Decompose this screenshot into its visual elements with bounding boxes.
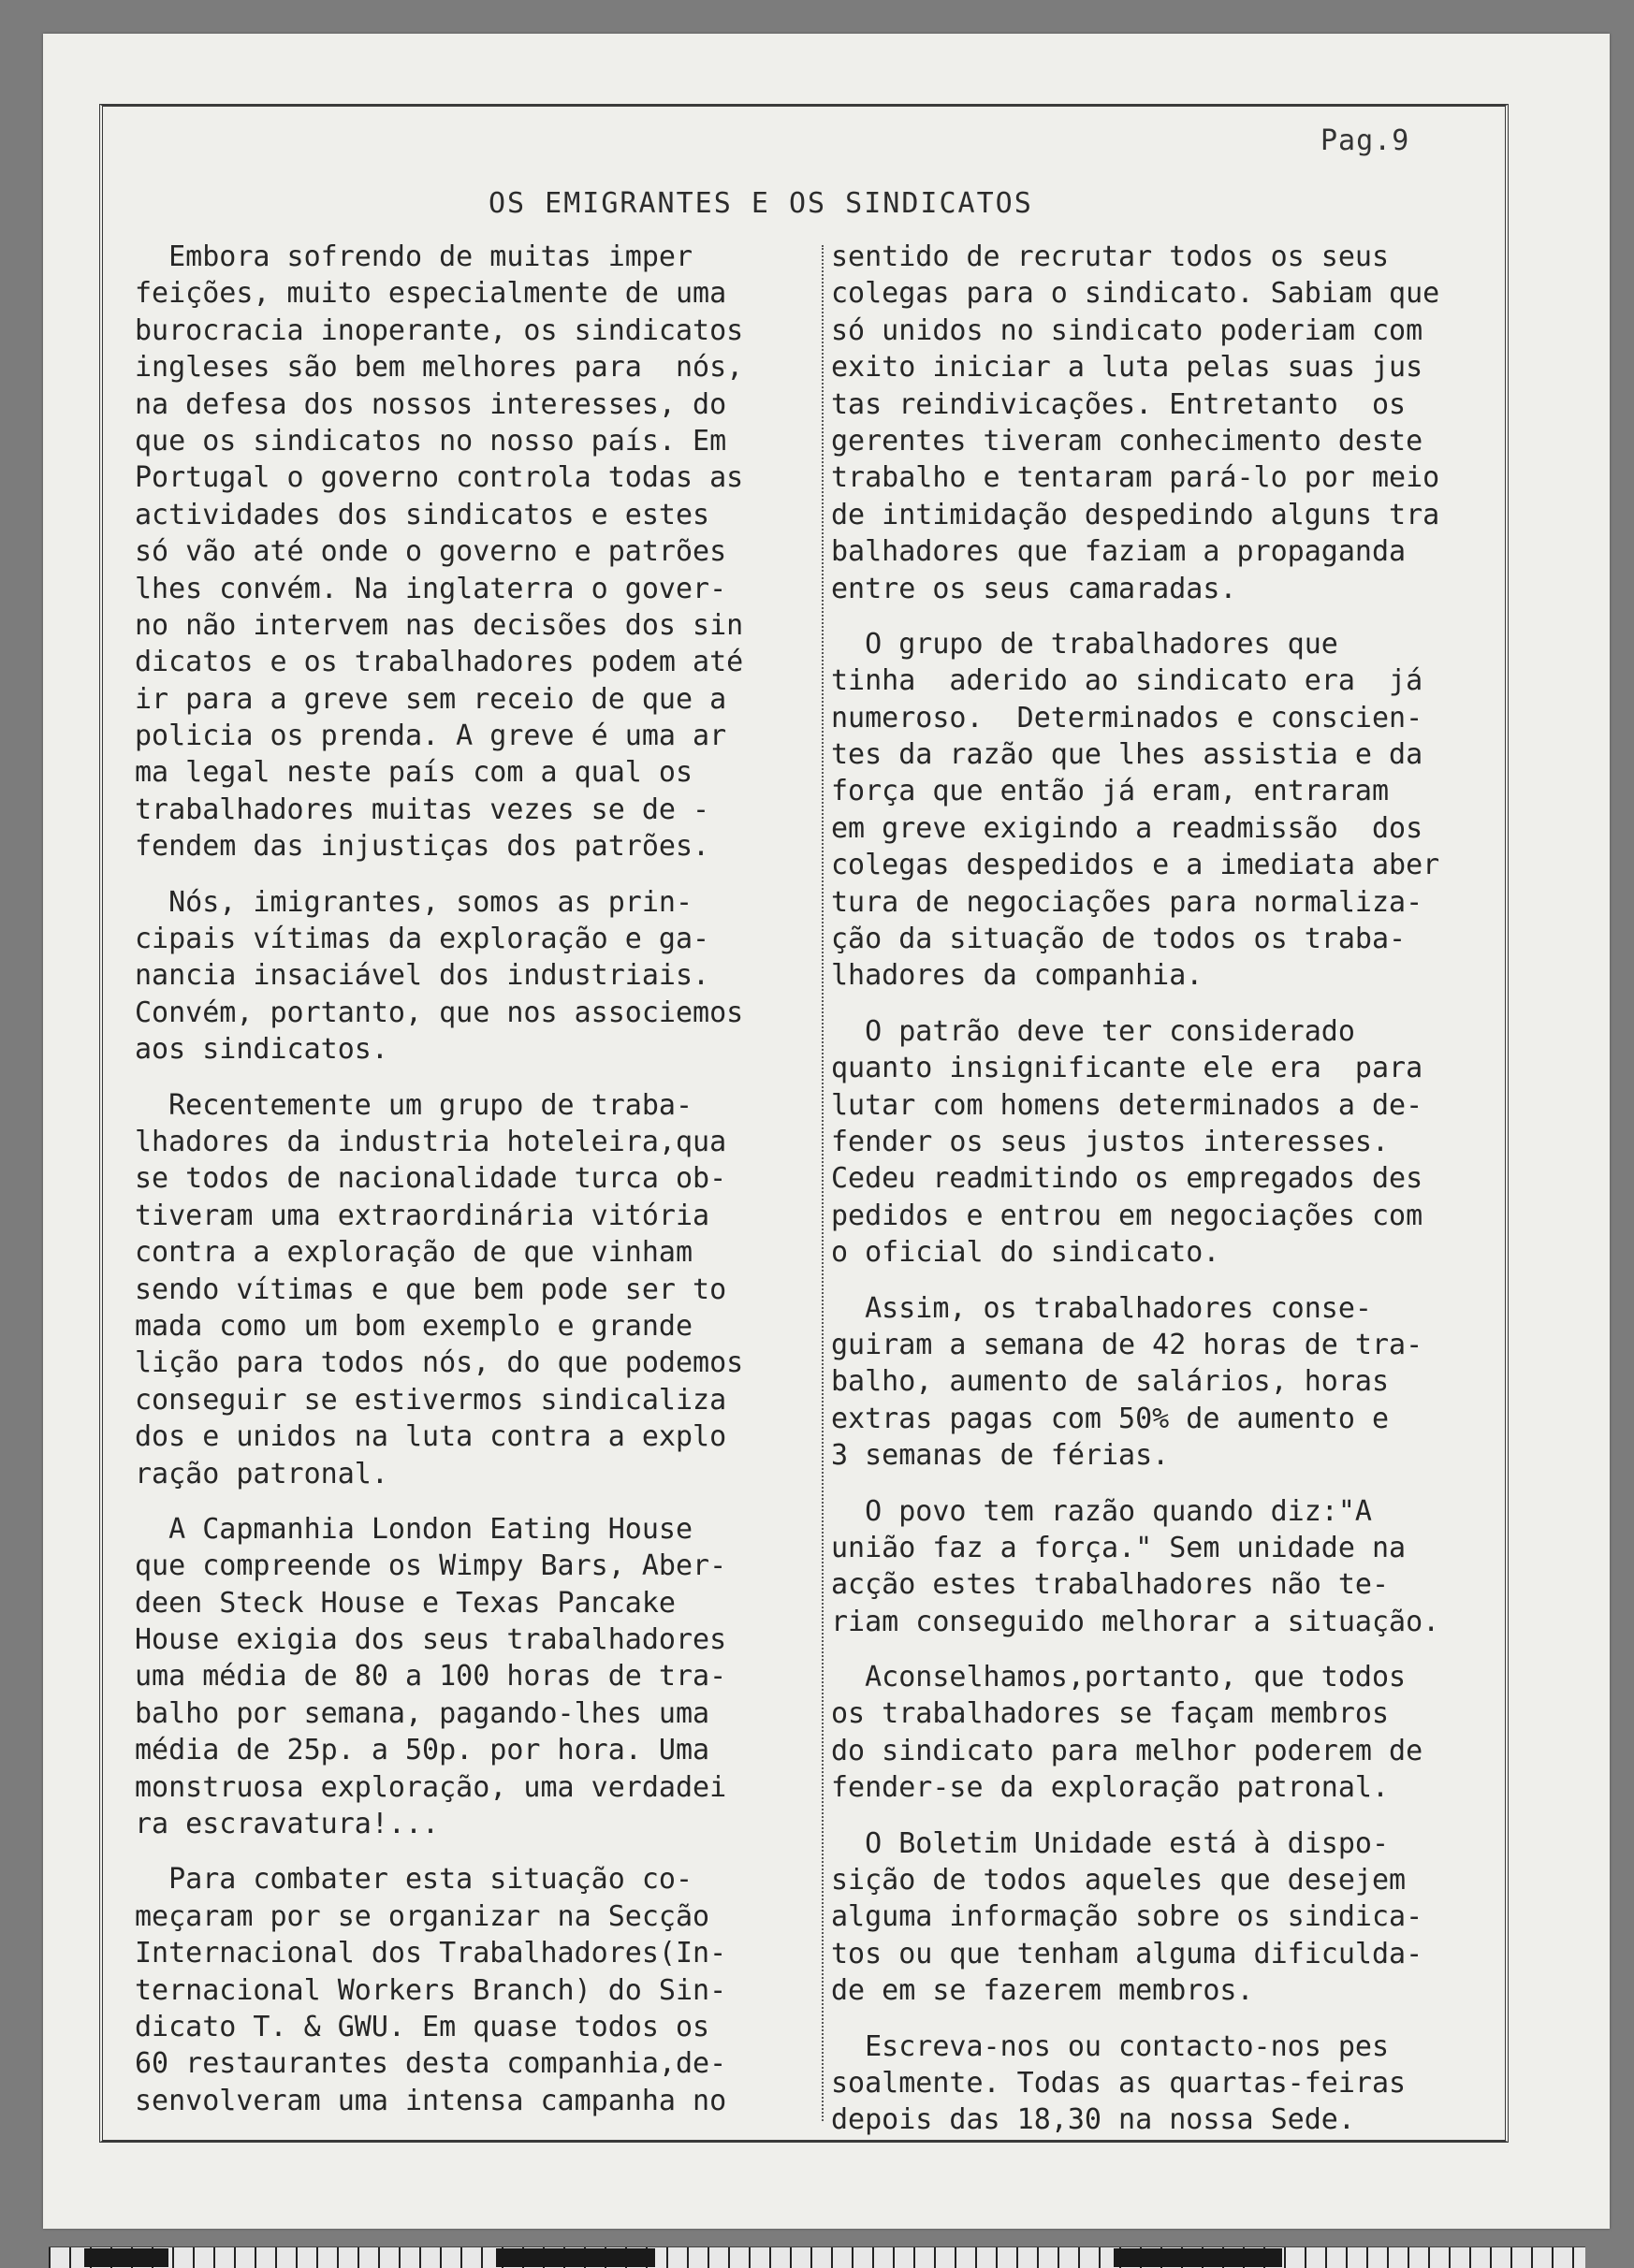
text-line: tura de negociações para normaliza- (831, 885, 1423, 919)
text-line: depois das 18,30 na nossa Sede. (831, 2103, 1355, 2137)
paragraph (831, 1825, 1505, 2010)
text-line: Convém, portanto, que nos associemos (135, 996, 744, 1029)
paragraph (831, 1013, 1505, 1272)
text-line: Recentemente um grupo de traba- (135, 1088, 693, 1122)
text-line: o oficial do sindicato. (831, 1236, 1220, 1270)
text-line: policia os prenda. A greve é uma ar (135, 720, 727, 753)
page-number: Pag.9 (1320, 124, 1410, 157)
paragraph (135, 1511, 814, 1843)
text-line: ternacional Workers Branch) do Sin- (135, 1973, 727, 2007)
text-line: trabalhadores muitas vezes se de - (135, 792, 710, 826)
text-line: os trabalhadores se façam membros (831, 1697, 1390, 1731)
paragraph-gap (831, 995, 1505, 1013)
text-line: Embora sofrendo de muitas imper (135, 240, 693, 273)
text-line: tos ou que tenham alguma dificulda- (831, 1937, 1423, 1970)
paragraph-gap (135, 1069, 814, 1087)
text-line: Portugal o governo controla todas as (135, 461, 744, 495)
text-line: numeroso. Determinados e conscien- (831, 701, 1423, 734)
text-line: união faz a força." Sem unidade na (831, 1531, 1407, 1564)
text-line: trabalho e tentaram pará-lo por meio (831, 461, 1440, 495)
text-line: O patrão deve ter considerado (831, 1014, 1355, 1048)
right-column (831, 239, 1505, 2139)
text-line: só unidos no sindicato poderiam com (831, 313, 1423, 347)
paragraph (831, 1290, 1505, 1475)
text-line: tinha aderido ao sindicato era já (831, 664, 1423, 698)
text-line: 60 restaurantes desta companhia,de- (135, 2047, 727, 2081)
text-line: riam conseguido melhorar a situação. (831, 1605, 1440, 1638)
text-line: conseguir se estivermos sindicaliza (135, 1383, 727, 1417)
text-line: só vão até onde o governo e patrões (135, 535, 727, 569)
text-line: na defesa dos nossos interesses, do (135, 387, 727, 421)
text-line: sentido de recrutar todos os seus (831, 240, 1390, 273)
text-line: actividades dos sindicatos e estes (135, 498, 710, 531)
text-line: se todos de nacionalidade turca ob- (135, 1162, 727, 1196)
text-line: dicatos e os trabalhadores podem até (135, 646, 744, 679)
paragraph-gap (135, 1842, 814, 1861)
text-line: O Boletim Unidade está à dispo- (831, 1826, 1390, 1860)
text-line: A Capmanhia London Eating House (135, 1512, 693, 1546)
text-line: senvolveram uma intensa campanha no (135, 2084, 727, 2117)
text-line: uma média de 80 a 100 horas de tra- (135, 1660, 727, 1694)
paragraph-gap (831, 1807, 1505, 1825)
scale-ruler (49, 2246, 1585, 2268)
text-line: meçaram por se organizar na Secção (135, 1899, 710, 1933)
text-line: House exigia dos seus trabalhadores (135, 1623, 727, 1657)
text-line: fendem das injustiças dos patrões. (135, 830, 710, 864)
text-line: ir para a greve sem receio de que a (135, 682, 727, 716)
text-line: Aconselhamos,portanto, que todos (831, 1661, 1407, 1694)
text-line: O grupo de trabalhadores que (831, 627, 1338, 661)
text-line: quanto insignificante ele era para (831, 1052, 1423, 1085)
text-line: de em se fazerem membros. (831, 1974, 1254, 2008)
text-line: exito iniciar a luta pelas suas jus (831, 351, 1423, 385)
text-line: ração patronal. (135, 1457, 388, 1490)
text-line: 3 semanas de férias. (831, 1439, 1170, 1473)
text-line: Nós, imigrantes, somos as prin- (135, 885, 693, 919)
text-line: Para combater esta situação co- (135, 1863, 693, 1897)
paragraph (831, 2028, 1505, 2139)
text-line: média de 25p. a 50p. por hora. Uma (135, 1734, 710, 1767)
text-line: alguma informação sobre os sindica- (831, 1900, 1423, 1934)
text-line: entre os seus camaradas. (831, 572, 1237, 605)
paragraph (135, 1087, 814, 1492)
text-line: fender-se da exploração patronal. (831, 1771, 1390, 1805)
text-line: do sindicato para melhor poderem de (831, 1734, 1423, 1767)
text-line: colegas despedidos e a imediata aber (831, 849, 1440, 882)
ruler-segment (496, 2248, 655, 2267)
text-line: deen Steck House e Texas Pancake (135, 1586, 676, 1620)
text-line: acção estes trabalhadores não te- (831, 1568, 1390, 1602)
paragraph-gap (831, 2010, 1505, 2028)
text-line: contra a exploração de que vinham (135, 1236, 693, 1270)
text-line: extras pagas com 50% de aumento e (831, 1402, 1390, 1435)
paragraph-gap (135, 865, 814, 884)
article-title: OS EMIGRANTES E OS SINDICATOS (489, 187, 1033, 220)
text-line: lição para todos nós, do que podemos (135, 1346, 744, 1380)
text-line: tas reindivicações. Entretanto os (831, 387, 1407, 421)
column-divider (822, 245, 824, 2121)
text-line: ção da situação de todos os traba- (831, 923, 1407, 956)
text-line: soalmente. Todas as quartas-feiras (831, 2066, 1407, 2100)
text-line: colegas para o sindicato. Sabiam que (831, 277, 1440, 311)
text-line: lhes convém. Na inglaterra o gover- (135, 572, 727, 605)
paragraph (135, 884, 814, 1069)
paragraph-gap (831, 1272, 1505, 1290)
text-line: feições, muito especialmente de uma (135, 277, 727, 311)
text-line: Cedeu readmitindo os empregados des (831, 1162, 1423, 1196)
text-line: ma legal neste país com a qual os (135, 756, 693, 790)
text-line: em greve exigindo a readmissão dos (831, 811, 1423, 845)
text-line: mada como um bom exemplo e grande (135, 1309, 693, 1343)
text-line: dicato T. & GWU. Em quase todos os (135, 2010, 710, 2043)
left-column (135, 239, 814, 2119)
text-line: gerentes tiveram conhecimento deste (831, 424, 1423, 458)
text-line: tes da razão que lhes assistia e da (831, 738, 1423, 772)
text-line: dos e unidos na luta contra a explo (135, 1420, 727, 1454)
text-line: sendo vítimas e que bem pode ser to (135, 1272, 727, 1306)
paragraph (831, 1659, 1505, 1807)
paragraph (831, 1493, 1505, 1641)
text-line: tiveram uma extraordinária vitória (135, 1199, 710, 1232)
paragraph (135, 1861, 814, 2119)
text-line: sição de todos aqueles que desejem (831, 1864, 1407, 1897)
text-line: força que então já eram, entraram (831, 775, 1390, 808)
paragraph (831, 626, 1505, 995)
ruler-segment (1114, 2248, 1282, 2267)
text-line: Escreva-nos ou contacto-nos pes (831, 2029, 1390, 2063)
text-line: nancia insaciável dos industriais. (135, 959, 710, 993)
text-line: lhadores da companhia. (831, 959, 1204, 993)
text-line: guiram a semana de 42 horas de tra- (831, 1328, 1423, 1361)
paragraph-gap (831, 607, 1505, 626)
paragraph-gap (831, 1640, 1505, 1659)
text-line: monstruosa exploração, uma verdadei (135, 1770, 727, 1804)
text-line: fender os seus justos interesses. (831, 1125, 1390, 1158)
text-line: cipais vítimas da exploração e ga- (135, 923, 710, 956)
paragraph (135, 239, 814, 865)
paragraph-gap (135, 1492, 814, 1511)
text-line: ra escravatura!... (135, 1808, 440, 1841)
text-line: lutar com homens determinados a de- (831, 1088, 1423, 1122)
text-line: Assim, os trabalhadores conse- (831, 1291, 1372, 1325)
text-line: de intimidação despedindo alguns tra (831, 498, 1440, 531)
paragraph (831, 239, 1505, 607)
text-line: no não intervem nas decisões dos sin (135, 608, 744, 642)
paragraph-gap (831, 1475, 1505, 1493)
text-line: aos sindicatos. (135, 1033, 388, 1067)
ruler-segment (84, 2248, 168, 2267)
text-line: burocracia inoperante, os sindicatos (135, 313, 744, 347)
text-line: O povo tem razão quando diz:"A (831, 1494, 1372, 1528)
text-line: Internacional dos Trabalhadores(In- (135, 1937, 727, 1970)
text-line: ingleses são bem melhores para nós, (135, 351, 744, 385)
text-line: pedidos e entrou em negociações com (831, 1199, 1423, 1232)
text-line: que os sindicatos no nosso país. Em (135, 424, 727, 458)
text-line: lhadores da industria hoteleira,qua (135, 1125, 727, 1158)
text-line: balho, aumento de salários, horas (831, 1365, 1390, 1399)
text-line: balhadores que faziam a propaganda (831, 535, 1407, 569)
text-line: que compreende os Wimpy Bars, Aber- (135, 1549, 727, 1583)
text-line: balho por semana, pagando-lhes uma (135, 1696, 710, 1730)
